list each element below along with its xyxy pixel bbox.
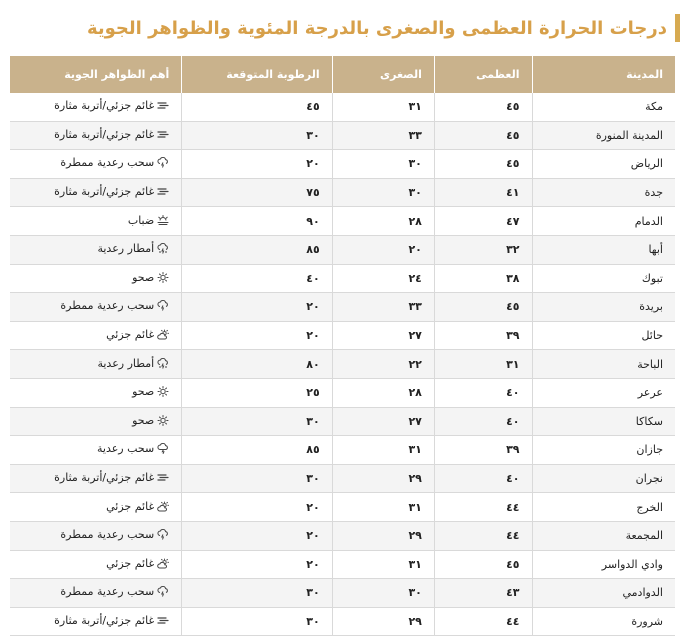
table-row bbox=[10, 235, 675, 264]
humidity-cell: ٨٥ bbox=[182, 436, 332, 465]
table-body bbox=[10, 93, 675, 636]
weather-cell bbox=[10, 121, 182, 150]
weather-value bbox=[132, 414, 169, 427]
weather-value bbox=[97, 442, 169, 455]
weather-value bbox=[60, 156, 169, 169]
min-temp-cell: ٣٣ bbox=[332, 121, 434, 150]
humidity-cell: ٤٥ bbox=[182, 93, 332, 121]
partly-cloudy-icon bbox=[157, 329, 169, 340]
city-cell: بريدة bbox=[532, 293, 675, 322]
weather-value bbox=[128, 214, 169, 227]
header-humidity: الرطوبة المتوقعة bbox=[182, 56, 332, 93]
min-temp-cell: ٢٠ bbox=[332, 235, 434, 264]
min-temp-cell: ٢٤ bbox=[332, 264, 434, 293]
fog-icon bbox=[157, 215, 169, 226]
humidity-cell: ٧٥ bbox=[182, 178, 332, 207]
humidity-cell: ٣٠ bbox=[182, 579, 332, 608]
city-cell: الدوادمي bbox=[532, 579, 675, 608]
city-cell: الخرج bbox=[532, 493, 675, 522]
city-cell: الرياض bbox=[532, 150, 675, 179]
min-temp-cell: ٣١ bbox=[332, 550, 434, 579]
sun-icon bbox=[157, 272, 169, 283]
max-temp-cell: ٤٣ bbox=[434, 579, 532, 608]
min-temp-cell: ٣١ bbox=[332, 493, 434, 522]
weather-value bbox=[132, 271, 169, 284]
weather-cell bbox=[10, 207, 182, 236]
weather-text: صحو bbox=[132, 413, 155, 427]
thunderstorm-icon bbox=[157, 586, 169, 597]
humidity-cell: ٢٠ bbox=[182, 521, 332, 550]
weather-text: صحو bbox=[132, 385, 155, 399]
weather-cell bbox=[10, 464, 182, 493]
weather-value bbox=[54, 128, 169, 141]
page-title: درجات الحرارة العظمى والصغرى بالدرجة المئوية والظواهر الجوية bbox=[86, 17, 667, 39]
humidity-cell: ٢٠ bbox=[182, 493, 332, 522]
table-row bbox=[10, 436, 675, 465]
thunderstorm-icon bbox=[157, 300, 169, 311]
thundercloud-icon bbox=[157, 443, 169, 454]
thunderstorm-icon bbox=[157, 529, 169, 540]
weather-text: سحب رعدية ممطرة bbox=[60, 299, 155, 313]
title-accent-bar bbox=[675, 14, 680, 42]
table-row bbox=[10, 264, 675, 293]
max-temp-cell: ٣٢ bbox=[434, 235, 532, 264]
table-row bbox=[10, 121, 675, 150]
min-temp-cell: ٣٠ bbox=[332, 178, 434, 207]
weather-text: سحب رعدية bbox=[96, 442, 155, 456]
max-temp-cell: ٤١ bbox=[434, 178, 532, 207]
header-city: المدينة bbox=[532, 56, 675, 93]
dust-icon bbox=[157, 615, 169, 626]
weather-text: غائم جزئي/أتربة مثارة bbox=[54, 99, 155, 113]
humidity-cell: ٢٥ bbox=[182, 378, 332, 407]
table-row bbox=[10, 493, 675, 522]
table-row bbox=[10, 464, 675, 493]
city-cell: تبوك bbox=[532, 264, 675, 293]
city-cell: الباحة bbox=[532, 350, 675, 379]
max-temp-cell: ٤٥ bbox=[434, 93, 532, 121]
header-min: الصغرى bbox=[332, 56, 434, 93]
weather-text: غائم جزئي bbox=[106, 499, 155, 513]
thunder-rain-icon bbox=[157, 243, 169, 254]
city-cell: وادي الدواسر bbox=[532, 550, 675, 579]
weather-cell bbox=[10, 264, 182, 293]
weather-text: صحو bbox=[132, 270, 155, 284]
max-temp-cell: ٤٥ bbox=[434, 293, 532, 322]
max-temp-cell: ٣٩ bbox=[434, 436, 532, 465]
weather-cell bbox=[10, 378, 182, 407]
weather-cell bbox=[10, 407, 182, 436]
city-cell: نجران bbox=[532, 464, 675, 493]
city-cell: عرعر bbox=[532, 378, 675, 407]
min-temp-cell: ٢٩ bbox=[332, 521, 434, 550]
weather-text: سحب رعدية ممطرة bbox=[60, 528, 155, 542]
weather-cell bbox=[10, 93, 182, 121]
weather-value bbox=[106, 557, 169, 570]
max-temp-cell: ٣٨ bbox=[434, 264, 532, 293]
weather-value bbox=[106, 500, 169, 513]
weather-cell bbox=[10, 436, 182, 465]
min-temp-cell: ٢٧ bbox=[332, 321, 434, 350]
max-temp-cell: ٤٠ bbox=[434, 407, 532, 436]
weather-text: أمطار رعدية bbox=[97, 242, 155, 256]
weather-value bbox=[60, 585, 169, 598]
weather-cell bbox=[10, 235, 182, 264]
max-temp-cell: ٤٤ bbox=[434, 521, 532, 550]
header-weather: أهم الظواهر الجوية bbox=[10, 56, 182, 93]
humidity-cell: ٢٠ bbox=[182, 550, 332, 579]
table-row bbox=[10, 378, 675, 407]
weather-text: غائم جزئي/أتربة مثارة bbox=[54, 127, 155, 141]
max-temp-cell: ٣١ bbox=[434, 350, 532, 379]
weather-text: سحب رعدية ممطرة bbox=[60, 156, 155, 170]
city-cell: جدة bbox=[532, 178, 675, 207]
thunderstorm-icon bbox=[157, 157, 169, 168]
humidity-cell: ٣٠ bbox=[182, 407, 332, 436]
title-block bbox=[87, 14, 680, 42]
max-temp-cell: ٤٥ bbox=[434, 550, 532, 579]
weather-value bbox=[97, 357, 169, 370]
humidity-cell: ٨٠ bbox=[182, 350, 332, 379]
weather-text: ضباب bbox=[127, 213, 155, 227]
min-temp-cell: ٢٧ bbox=[332, 407, 434, 436]
weather-cell bbox=[10, 321, 182, 350]
humidity-cell: ٩٠ bbox=[182, 207, 332, 236]
city-cell: جازان bbox=[532, 436, 675, 465]
city-cell: المجمعة bbox=[532, 521, 675, 550]
weather-value bbox=[54, 185, 169, 198]
table-row bbox=[10, 407, 675, 436]
dust-icon bbox=[157, 186, 169, 197]
city-cell: سكاكا bbox=[532, 407, 675, 436]
max-temp-cell: ٤٧ bbox=[434, 207, 532, 236]
table-row bbox=[10, 150, 675, 179]
weather-value bbox=[60, 299, 169, 312]
humidity-cell: ٣٠ bbox=[182, 607, 332, 636]
min-temp-cell: ٣٠ bbox=[332, 150, 434, 179]
dust-icon bbox=[157, 100, 169, 111]
weather-value bbox=[97, 242, 169, 255]
table-header-row bbox=[10, 56, 675, 93]
min-temp-cell: ٣١ bbox=[332, 93, 434, 121]
max-temp-cell: ٤٠ bbox=[434, 378, 532, 407]
city-cell: حائل bbox=[532, 321, 675, 350]
weather-cell bbox=[10, 350, 182, 379]
weather-value bbox=[60, 528, 169, 541]
min-temp-cell: ٣١ bbox=[332, 436, 434, 465]
weather-text: غائم جزئي/أتربة مثارة bbox=[54, 471, 155, 485]
weather-text: سحب رعدية ممطرة bbox=[60, 585, 155, 599]
max-temp-cell: ٤٤ bbox=[434, 607, 532, 636]
weather-value bbox=[132, 385, 169, 398]
humidity-cell: ٢٠ bbox=[182, 150, 332, 179]
max-temp-cell: ٤٥ bbox=[434, 121, 532, 150]
weather-cell bbox=[10, 579, 182, 608]
weather-cell bbox=[10, 493, 182, 522]
table-row bbox=[10, 207, 675, 236]
weather-table bbox=[10, 56, 675, 636]
table-row bbox=[10, 579, 675, 608]
city-cell: أبها bbox=[532, 235, 675, 264]
header-max: العظمى bbox=[434, 56, 532, 93]
table-row bbox=[10, 350, 675, 379]
weather-text: غائم جزئي/أتربة مثارة bbox=[54, 185, 155, 199]
min-temp-cell: ٢٢ bbox=[332, 350, 434, 379]
min-temp-cell: ٣٠ bbox=[332, 579, 434, 608]
table-row bbox=[10, 321, 675, 350]
max-temp-cell: ٤٥ bbox=[434, 150, 532, 179]
weather-text: غائم جزئي/أتربة مثارة bbox=[54, 613, 155, 627]
city-cell: شرورة bbox=[532, 607, 675, 636]
min-temp-cell: ٢٨ bbox=[332, 207, 434, 236]
weather-cell bbox=[10, 293, 182, 322]
dust-icon bbox=[157, 472, 169, 483]
partly-cloudy-icon bbox=[157, 501, 169, 512]
city-cell: مكة bbox=[532, 93, 675, 121]
weather-cell bbox=[10, 607, 182, 636]
humidity-cell: ٤٠ bbox=[182, 264, 332, 293]
weather-text: غائم جزئي bbox=[106, 556, 155, 570]
humidity-cell: ٢٠ bbox=[182, 321, 332, 350]
weather-value bbox=[54, 99, 169, 112]
weather-text: غائم جزئي bbox=[106, 328, 155, 342]
table-row bbox=[10, 607, 675, 636]
weather-cell bbox=[10, 178, 182, 207]
max-temp-cell: ٤٠ bbox=[434, 464, 532, 493]
weather-cell bbox=[10, 521, 182, 550]
sun-icon bbox=[157, 386, 169, 397]
weather-value bbox=[54, 471, 169, 484]
min-temp-cell: ٣٣ bbox=[332, 293, 434, 322]
humidity-cell: ٣٠ bbox=[182, 464, 332, 493]
humidity-cell: ٢٠ bbox=[182, 293, 332, 322]
dust-icon bbox=[157, 129, 169, 140]
city-cell: الدمام bbox=[532, 207, 675, 236]
min-temp-cell: ٢٩ bbox=[332, 464, 434, 493]
table-row bbox=[10, 293, 675, 322]
min-temp-cell: ٢٩ bbox=[332, 607, 434, 636]
weather-value bbox=[106, 328, 169, 341]
weather-cell bbox=[10, 550, 182, 579]
sun-icon bbox=[157, 415, 169, 426]
min-temp-cell: ٢٨ bbox=[332, 378, 434, 407]
table-row bbox=[10, 178, 675, 207]
humidity-cell: ٣٠ bbox=[182, 121, 332, 150]
humidity-cell: ٨٥ bbox=[182, 235, 332, 264]
table-row bbox=[10, 93, 675, 121]
weather-text: أمطار رعدية bbox=[97, 356, 155, 370]
city-cell: المدينة المنورة bbox=[532, 121, 675, 150]
partly-cloudy-icon bbox=[157, 558, 169, 569]
thunder-rain-icon bbox=[157, 358, 169, 369]
table-row bbox=[10, 550, 675, 579]
weather-cell bbox=[10, 150, 182, 179]
weather-value bbox=[54, 614, 169, 627]
table-row bbox=[10, 521, 675, 550]
max-temp-cell: ٤٤ bbox=[434, 493, 532, 522]
max-temp-cell: ٣٩ bbox=[434, 321, 532, 350]
